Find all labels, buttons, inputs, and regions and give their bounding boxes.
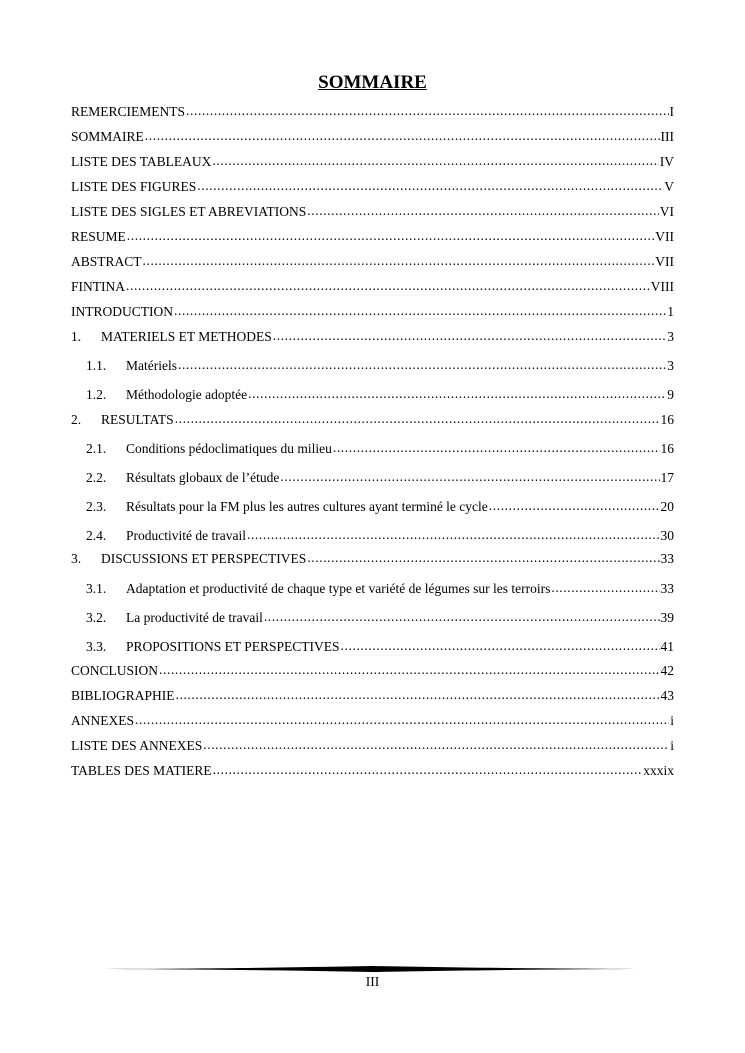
- toc-entry-page: i: [670, 713, 674, 728]
- toc-entry-label: DISCUSSIONS ET PERSPECTIVES: [101, 551, 307, 566]
- toc-entry-resume[interactable]: [71, 228, 674, 246]
- toc-dot-leader: [145, 127, 660, 145]
- toc-entry-sommaire[interactable]: [71, 128, 674, 146]
- toc-entry-label: Résultats pour la FM plus les autres cultures ayant terminé le cycle: [126, 499, 488, 514]
- toc-entry-section-2-2[interactable]: [86, 469, 674, 487]
- toc-entry-number: 2.4.: [86, 528, 107, 543]
- toc-dot-leader: [264, 608, 660, 626]
- toc-entry-page: VII: [655, 254, 674, 269]
- toc-entry-section-1-1[interactable]: [86, 357, 674, 375]
- toc-entry-label: Adaptation et productivité de chaque type et variété de légumes sur les terroirs: [126, 581, 551, 596]
- toc-entry-number: 1.2.: [86, 387, 107, 402]
- toc-dot-leader: [333, 439, 660, 457]
- toc-entry-page: IV: [659, 154, 674, 169]
- toc-entry-page: III: [660, 129, 674, 144]
- toc-dot-leader: [159, 661, 659, 679]
- toc-entry-page: 3: [667, 358, 674, 373]
- toc-entry-page: 33: [660, 581, 674, 596]
- toc-entry-page: 20: [660, 499, 674, 514]
- toc-entry-label: MATERIELS ET METHODES: [101, 329, 272, 344]
- toc-entry-remerciements[interactable]: [71, 103, 674, 121]
- toc-entry-number: 3.3.: [86, 639, 107, 654]
- toc-entry-annexes[interactable]: [71, 712, 674, 730]
- toc-entry-page: 1: [667, 304, 674, 319]
- toc-entry-liste-des-tableaux[interactable]: [71, 153, 674, 171]
- toc-entry-section-2-1[interactable]: [86, 440, 674, 458]
- toc-dot-leader: [212, 152, 658, 170]
- toc-entry-section-3[interactable]: [71, 550, 674, 568]
- toc-dot-leader: [551, 579, 659, 597]
- toc-entry-section-3-2[interactable]: [86, 609, 674, 627]
- toc-entry-page: V: [664, 179, 674, 194]
- toc-entry-label: SOMMAIRE: [71, 129, 144, 144]
- toc-entry-number: 2.3.: [86, 499, 107, 514]
- toc-entry-label: Méthodologie adoptée: [126, 387, 248, 402]
- toc-dot-leader: [273, 327, 667, 345]
- toc-entry-page: 9: [667, 387, 674, 402]
- toc-dot-leader: [174, 302, 666, 320]
- toc-entry-number: 3.1.: [86, 581, 107, 596]
- toc-entry-number: 2.2.: [86, 470, 107, 485]
- toc-dot-leader: [213, 761, 643, 779]
- toc-dot-leader: [178, 356, 666, 374]
- toc-entry-section-3-3[interactable]: [86, 638, 674, 656]
- toc-entry-number: 1.: [71, 329, 82, 344]
- toc-entry-section-3-1[interactable]: [86, 580, 674, 598]
- toc-entry-label: RESUME: [71, 229, 126, 244]
- toc-entry-section-2[interactable]: [71, 411, 674, 429]
- toc-entry-label: RESULTATS: [101, 412, 174, 427]
- toc-dot-leader: [489, 497, 660, 515]
- toc-entry-page: 16: [660, 412, 674, 427]
- toc-entry-page: 41: [660, 639, 674, 654]
- toc-entry-page: 16: [660, 441, 674, 456]
- toc-entry-liste-des-figures[interactable]: [71, 178, 674, 196]
- toc-entry-page: VII: [655, 229, 674, 244]
- toc-entry-label: FINTINA: [71, 279, 125, 294]
- toc-entry-label: Résultats globaux de l’étude: [126, 470, 280, 485]
- toc-entry-page: 17: [660, 470, 674, 485]
- toc-entry-conclusion[interactable]: [71, 662, 674, 680]
- toc-dot-leader: [307, 549, 659, 567]
- toc-entry-label: TABLES DES MATIERE: [71, 763, 212, 778]
- toc-dot-leader: [341, 637, 660, 655]
- toc-entry-section-1[interactable]: [71, 328, 674, 346]
- toc-entry-label: Productivité de travail: [126, 528, 246, 543]
- toc-entry-page: 3: [667, 329, 674, 344]
- toc-dot-leader: [197, 177, 663, 195]
- toc-entry-number: 2.1.: [86, 441, 107, 456]
- toc-entry-liste-des-sigles[interactable]: [71, 203, 674, 221]
- toc-entry-fintina[interactable]: [71, 278, 674, 296]
- toc-dot-leader: [248, 385, 666, 403]
- toc-entry-page: xxxix: [643, 763, 674, 778]
- toc-dot-leader: [247, 526, 660, 544]
- toc-entry-page: 42: [660, 663, 674, 678]
- toc-entry-liste-des-annexes[interactable]: [71, 737, 674, 755]
- toc-entry-section-2-4[interactable]: [86, 527, 674, 545]
- toc-entry-abstract[interactable]: [71, 253, 674, 271]
- toc-dot-leader: [143, 252, 655, 270]
- toc-dot-leader: [203, 736, 669, 754]
- toc-entry-label: REMERCIEMENTS: [71, 104, 186, 119]
- toc-entry-page: 43: [660, 688, 674, 703]
- toc-entry-number: 3.2.: [86, 610, 107, 625]
- page-title: SOMMAIRE: [318, 72, 427, 93]
- toc-entry-label: LISTE DES FIGURES: [71, 179, 197, 194]
- toc-entry-label: LISTE DES TABLEAUX: [71, 154, 212, 169]
- toc-dot-leader: [135, 711, 669, 729]
- toc-entry-page: i: [670, 738, 674, 753]
- footer-ornamental-rule: [103, 965, 641, 973]
- toc-entry-label: LISTE DES ANNEXES: [71, 738, 203, 753]
- toc-entry-introduction[interactable]: [71, 303, 674, 321]
- toc-entry-label: ANNEXES: [71, 713, 134, 728]
- toc-dot-leader: [280, 468, 659, 486]
- toc-dot-leader: [307, 202, 658, 220]
- toc-entry-label: PROPOSITIONS ET PERSPECTIVES: [126, 639, 340, 654]
- toc-entry-number: 2.: [71, 412, 82, 427]
- toc-dot-leader: [127, 227, 654, 245]
- toc-entry-number: 1.1.: [86, 358, 107, 373]
- footer-page-number: III: [365, 974, 380, 989]
- toc-entry-page: 39: [660, 610, 674, 625]
- toc-entry-label: LISTE DES SIGLES ET ABREVIATIONS: [71, 204, 307, 219]
- toc-entry-section-1-2[interactable]: [86, 386, 674, 404]
- toc-entry-page: 30: [660, 528, 674, 543]
- toc-entry-page: VI: [659, 204, 674, 219]
- toc-entry-number: 3.: [71, 551, 82, 566]
- toc-entry-label: INTRODUCTION: [71, 304, 173, 319]
- toc-entry-tables-des-matiere[interactable]: [71, 762, 674, 780]
- toc-entry-label: La productivité de travail: [126, 610, 263, 625]
- toc-entry-label: Matériels: [126, 358, 177, 373]
- toc-dot-leader: [175, 410, 660, 428]
- toc-dot-leader: [186, 102, 668, 120]
- toc-entry-label: ABSTRACT: [71, 254, 142, 269]
- toc-dot-leader: [176, 686, 660, 704]
- toc-entry-page: I: [669, 104, 674, 119]
- toc-entry-label: BIBLIOGRAPHIE: [71, 688, 175, 703]
- toc-entry-page: VIII: [650, 279, 674, 294]
- toc-entry-bibliographie[interactable]: [71, 687, 674, 705]
- toc-entry-label: CONCLUSION: [71, 663, 159, 678]
- toc-entry-section-2-3[interactable]: [86, 498, 674, 516]
- toc-entry-page: 33: [660, 551, 674, 566]
- toc-entry-label: Conditions pédoclimatiques du milieu: [126, 441, 332, 456]
- toc-dot-leader: [126, 277, 650, 295]
